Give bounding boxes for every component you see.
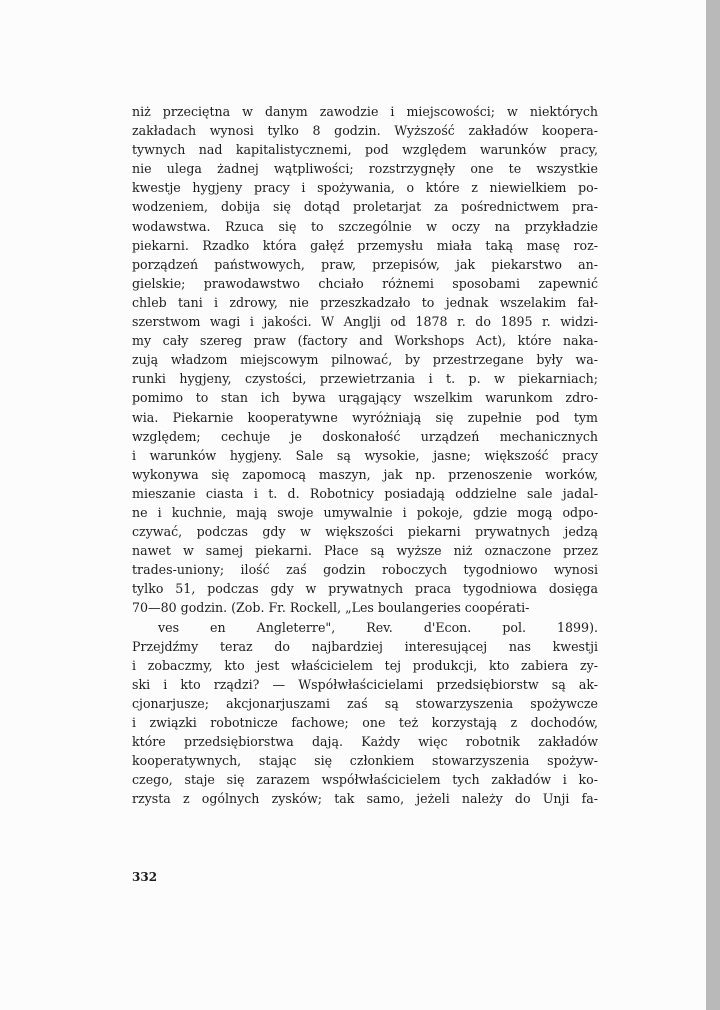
text-line: i związki robotnicze fachowe; one też korzystają z dochodów,	[132, 715, 598, 730]
text-line: trades-uniony; ilość zaś godzin roboczych tygodniowo wynosi	[132, 562, 598, 578]
text-line: my cały szereg praw (factory and Workshops Act), które naka-	[132, 333, 598, 349]
page-edge-shadow	[706, 0, 720, 1010]
text-line: niż przeciętna w danym zawodzie i miejscowości; w niektórych	[132, 104, 598, 119]
text-line: wodawstwa. Rzuca się to szczególnie w oczy na przykładzie	[132, 218, 598, 234]
text-line: chleb tani i zdrowy, nie przeszkadzało to jednak wszelakim fał-	[132, 294, 598, 310]
text-line: które przedsiębiorstwa dają. Każdy więc robotnik zakładów	[132, 734, 598, 750]
text-line: Przejdźmy teraz do najbardziej interesującej nas kwestji	[132, 638, 598, 654]
text-line: kwestje hygjeny pracy i spożywania, o które z niewielkiem po-	[132, 180, 598, 196]
text-line: pomimo to stan ich bywa urągający wszelkim warunkom zdro-	[132, 390, 598, 406]
text-line: ves en Angleterre", Rev. d'Econ. pol. 1899).	[158, 619, 598, 635]
text-line: nawet w samej piekarni. Płace są wyższe niż oznaczone przez	[132, 543, 598, 559]
text-line: zują władzom miejscowym pilnować, by przestrzegane były wa-	[132, 352, 598, 368]
text-line: wykonywa się zapomocą maszyn, jak np. przenoszenie worków,	[132, 466, 598, 482]
body-text	[132, 102, 598, 808]
text-line: nie ulega żadnej wątpliwości; rozstrzygnęły one te wszystkie	[132, 161, 598, 177]
text-line: mieszanie ciasta i t. d. Robotnicy posiadają oddzielne sale jadal-	[132, 485, 598, 501]
text-line: czywać, podczas gdy w większości piekarni prywatnych jedzą	[132, 524, 598, 540]
text-line: rzysta z ogólnych zysków; tak samo, jeżeli należy do Unji fa-	[132, 791, 598, 807]
text-line: ne i kuchnie, mają swoje umywalnie i pokoje, gdzie mogą odpo-	[132, 504, 598, 520]
text-line: i warunków hygjeny. Sale są wysokie, jasne; większość pracy	[132, 447, 598, 463]
text-line: 70—80 godzin. (Zob. Fr. Rockell, „Les boulangeries coopérati-	[132, 600, 530, 616]
text-line: tylko 51, podczas gdy w prywatnych praca tygodniowa dosięga	[132, 581, 598, 597]
text-line: kooperatywnych, stając się członkiem stowarzyszenia spożyw-	[132, 753, 598, 769]
text-line: względem; cechuje je doskonałość urządzeń mechanicznych	[132, 428, 598, 444]
text-line: szerstwom wagi i jakości. W Anglji od 1878 r. do 1895 r. widzi-	[132, 314, 598, 330]
text-line: piekarni. Rzadko która gałęź przemysłu miała taką masę roz-	[132, 237, 598, 253]
text-line: tywnych nad kapitalistycznemi, pod względem warunków pracy,	[132, 142, 598, 158]
page-number: 332	[132, 870, 158, 884]
text-line: gielskie; prawodawstwo chciało różnemi sposobami zapewnić	[132, 275, 598, 291]
text-line: porządzeń państwowych, praw, przepisów, jak piekarstwo an-	[132, 256, 598, 272]
text-line: ski i kto rządzi? — Współwłaścicielami przedsiębiorstw są ak-	[132, 676, 598, 692]
text-line: wia. Piekarnie kooperatywne wyróżniają się zupełnie pod tym	[132, 409, 598, 425]
text-line: wodzeniem, dobija się dotąd proletarjat za pośrednictwem pra-	[132, 199, 598, 215]
text-line: czego, staje się zarazem współwłaścicielem tych zakładów i ko-	[132, 772, 598, 788]
text-line: runki hygjeny, czystości, przewietrzania i t. p. w piekarniach;	[132, 371, 598, 387]
text-line: cjonarjusze; akcjonarjuszami zaś są stowarzyszenia spożywcze	[132, 695, 598, 711]
text-line: i zobaczmy, kto jest właścicielem tej produkcji, kto zabiera zy-	[132, 657, 598, 673]
text-line: zakładach wynosi tylko 8 godzin. Wyższość zakładów koopera-	[132, 123, 598, 139]
